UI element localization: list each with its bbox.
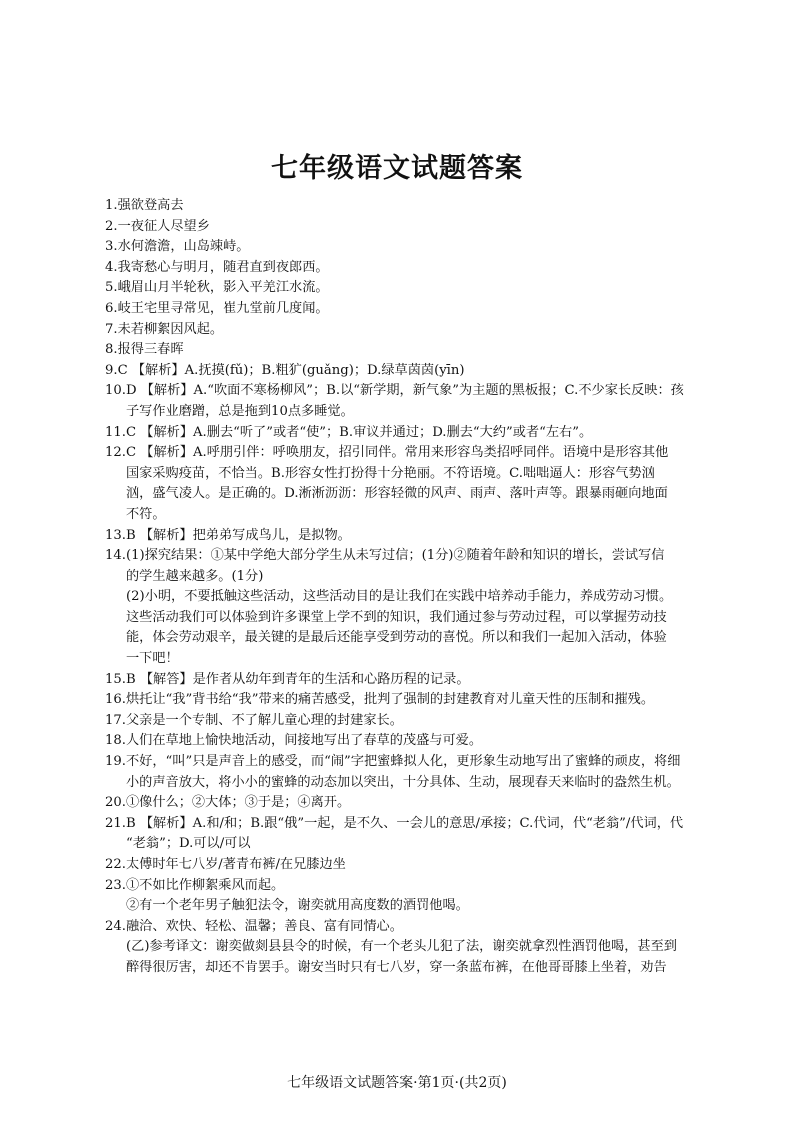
answer-line: 2.一夜征人尽望乡 bbox=[105, 218, 210, 234]
answer-line: 16.烘托让“我”背书给“我”带来的痛苦感受，批判了强制的封建教育对儿童天性的压制和摧残。 bbox=[105, 692, 655, 708]
answer-line: 21.B 【解析】A.和/和；B.跟“俄”一起，是不久、一会儿的意思/承接；C.代词，代“老翁”/代词，代 bbox=[105, 815, 684, 831]
answer-line: (2)小明，不要抵触这些活动，这些活动目的是让我们在实践中培养动手能力，养成劳动习惯。 bbox=[126, 589, 673, 605]
answer-line: 能，体会劳动艰辛，最关键的是最后还能享受到劳动的喜悦。所以和我们一起加入活动，体验 bbox=[126, 630, 667, 646]
answer-line: 9.C 【解析】A.抚摸(fǔ)；B.粗犷(guǎng)；D.绿草茵茵(yīn) bbox=[105, 362, 465, 378]
answer-line: 的学生越来越多。(1分) bbox=[126, 568, 264, 584]
answer-line: 醉得很厉害，却还不肯罢手。谢安当时只有七八岁，穿一条蓝布裤，在他哥哥膝上坐着，劝告 bbox=[126, 959, 667, 975]
answer-line: 小的声音放大，将小小的蜜蜂的动态加以突出，十分具体、生动，展现春天来临时的盎然生机。 bbox=[126, 774, 680, 790]
answer-line: 13.B 【解析】把弟弟写成鸟儿，是拟物。 bbox=[105, 527, 351, 543]
answer-line: 11.C 【解析】A.删去“听了”或者“使”；B.审议并通过；D.删去“大约”或者“左右”。 bbox=[105, 424, 593, 440]
answer-line: 24.融洽、欢快、轻松、温馨；善良、富有同情心。 bbox=[105, 918, 403, 934]
answer-line: 7.未若柳絮因风起。 bbox=[105, 321, 224, 337]
answer-line: 18.人们在草地上愉快地活动，间接地写出了春草的茂盛与可爱。 bbox=[105, 733, 483, 749]
answer-line: “老翁”；D.可以/可以 bbox=[126, 836, 251, 852]
answer-line: 23.①不如比作柳絮乘风而起。 bbox=[105, 877, 285, 893]
answer-line: 子写作业磨蹭，总是拖到10点多睡觉。 bbox=[126, 403, 354, 419]
answer-line: 15.B 【解答】是作者从幼年到青年的生活和心路历程的记录。 bbox=[105, 671, 470, 687]
answer-line: 14.(1)探究结果：①某中学绝大部分学生从未写过信；(1分)②随着年龄和知识的增长，尝试写信 bbox=[105, 548, 665, 564]
answer-line: ②有一个老年男子触犯法令，谢奕就用高度数的酒罚他喝。 bbox=[126, 898, 469, 914]
page-title: 七年级语文试题答案 bbox=[271, 153, 523, 184]
answer-line: 一下吧！ bbox=[126, 651, 179, 667]
answer-line: 不符。 bbox=[126, 506, 166, 522]
answer-line: 17.父亲是一个专制、不了解儿童心理的封建家长。 bbox=[105, 712, 403, 728]
answer-line: 5.峨眉山月半轮秋，影入平羌江水流。 bbox=[105, 280, 329, 296]
answer-line: 这些活动我们可以体验到许多课堂上学不到的知识，我们通过参与劳动过程，可以掌握劳动技 bbox=[126, 609, 667, 625]
answer-line: 20.①像什么；②大体；③于是；④离开。 bbox=[105, 795, 351, 811]
answer-line: 19.不好，“叫”只是声音上的感受，而“闹”字把蜜蜂拟人化，更形象生动地写出了蜜蜂的顽皮，将细 bbox=[105, 754, 681, 770]
answer-line: 4.我寄愁心与明月，随君直到夜郎西。 bbox=[105, 259, 329, 275]
page-footer: 七年级语文试题答案·第1页·(共2页) bbox=[287, 1075, 507, 1091]
answer-line: 国家采购疫苗，不恰当。B.形容女性打扮得十分艳丽。不符语境。C.咄咄逼人：形容气势汹 bbox=[126, 465, 655, 481]
answer-line: 汹，盛气凌人。是正确的。D.淅淅沥沥：形容轻微的风声、雨声、落叶声等。跟暴雨砸向地面 bbox=[126, 486, 668, 502]
answer-line: 12.C 【解析】A.呼朋引伴：呼唤朋友，招引同伴。常用来形容鸟类招呼同伴。语境中是形容其他 bbox=[105, 445, 669, 461]
answer-line: 1.强欲登高去 bbox=[105, 198, 184, 213]
answer-line: 22.太傅时年七八岁/著青布裤/在兄膝边坐 bbox=[105, 857, 346, 872]
answer-line: 10.D 【解析】A.“吹面不寒杨柳风”；B.以“新学期，新气象”为主题的黑板报；C.不少家长反映：孩 bbox=[105, 383, 684, 399]
answer-line: 8.报得三春晖 bbox=[105, 342, 184, 358]
answer-body bbox=[105, 196, 695, 979]
answer-line: 3.水何澹澹，山岛竦峙。 bbox=[105, 239, 250, 255]
answer-line: 6.岐王宅里寻常见，崔九堂前几度闻。 bbox=[105, 300, 329, 316]
answer-line: (乙)参考译文：谢奕做剡县县令的时候，有一个老头儿犯了法，谢奕就拿烈性酒罚他喝，甚至到 bbox=[126, 939, 677, 955]
